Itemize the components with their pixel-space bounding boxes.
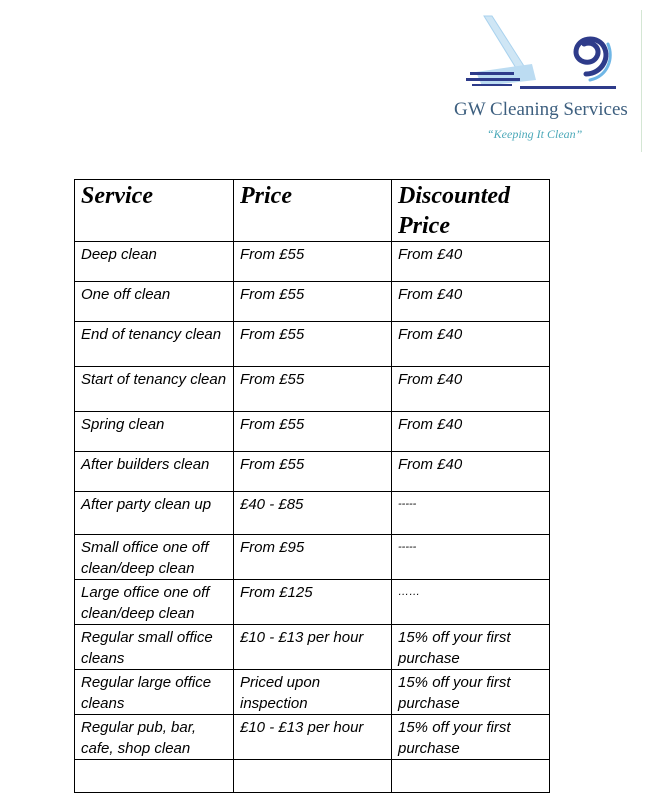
table-row xyxy=(75,715,550,760)
price-cell: From £55 xyxy=(234,452,392,492)
service-cell: After party clean up xyxy=(75,492,234,535)
price-cell: £10 - £13 per hour xyxy=(234,715,392,760)
table-row xyxy=(75,625,550,670)
service-cell: Large office one off clean/deep clean xyxy=(75,580,234,625)
service-cell: Regular pub, bar, cafe, shop clean xyxy=(75,715,234,760)
header-price: Price xyxy=(234,180,392,242)
price-cell: From £55 xyxy=(234,322,392,367)
service-cell: Regular large office cleans xyxy=(75,670,234,715)
price-cell: From £55 xyxy=(234,282,392,322)
service-cell: Small office one off clean/deep clean xyxy=(75,535,234,580)
price-cell: £40 - £85 xyxy=(234,492,392,535)
price-cell: From £125 xyxy=(234,580,392,625)
price-cell: From £55 xyxy=(234,412,392,452)
header-discounted-price: Discounted Price xyxy=(392,180,550,242)
price-cell: From £55 xyxy=(234,367,392,412)
service-cell: Deep clean xyxy=(75,242,234,282)
discounted-price-cell xyxy=(392,760,550,793)
service-cell: Spring clean xyxy=(75,412,234,452)
table-row xyxy=(75,367,550,412)
discounted-price-cell: ----- xyxy=(392,535,550,580)
table-row xyxy=(75,580,550,625)
table-row xyxy=(75,242,550,282)
table-row xyxy=(75,760,550,793)
discounted-price-cell: From £40 xyxy=(392,367,550,412)
discounted-price-cell: From £40 xyxy=(392,322,550,367)
discounted-price-cell: From £40 xyxy=(392,412,550,452)
table-row xyxy=(75,670,550,715)
service-cell xyxy=(75,760,234,793)
discounted-price-cell: ----- xyxy=(392,492,550,535)
service-cell: After builders clean xyxy=(75,452,234,492)
price-table xyxy=(74,179,550,793)
service-cell: One off clean xyxy=(75,282,234,322)
company-name: GW Cleaning Services xyxy=(454,99,628,120)
discounted-price-cell: 15% off your first purchase xyxy=(392,670,550,715)
service-cell: End of tenancy clean xyxy=(75,322,234,367)
service-cell: Start of tenancy clean xyxy=(75,367,234,412)
table-row xyxy=(75,412,550,452)
service-cell: Regular small office cleans xyxy=(75,625,234,670)
table-header-row xyxy=(75,180,550,242)
price-cell: From £55 xyxy=(234,242,392,282)
discounted-price-cell: From £40 xyxy=(392,282,550,322)
discounted-price-cell: From £40 xyxy=(392,242,550,282)
price-cell: Priced upon inspection xyxy=(234,670,392,715)
discounted-price-cell: From £40 xyxy=(392,452,550,492)
discounted-price-cell: …… xyxy=(392,580,550,625)
table-row xyxy=(75,322,550,367)
price-cell: £10 - £13 per hour xyxy=(234,625,392,670)
discounted-price-cell: 15% off your first purchase xyxy=(392,625,550,670)
table-row xyxy=(75,535,550,580)
price-cell xyxy=(234,760,392,793)
tagline: “Keeping It Clean” xyxy=(487,127,583,141)
table-row xyxy=(75,452,550,492)
discounted-price-cell: 15% off your first purchase xyxy=(392,715,550,760)
price-cell: From £95 xyxy=(234,535,392,580)
page-edge-line xyxy=(641,10,642,152)
table-row xyxy=(75,492,550,535)
table-row xyxy=(75,282,550,322)
header-service: Service xyxy=(75,180,234,242)
company-logo-icon xyxy=(462,14,622,98)
